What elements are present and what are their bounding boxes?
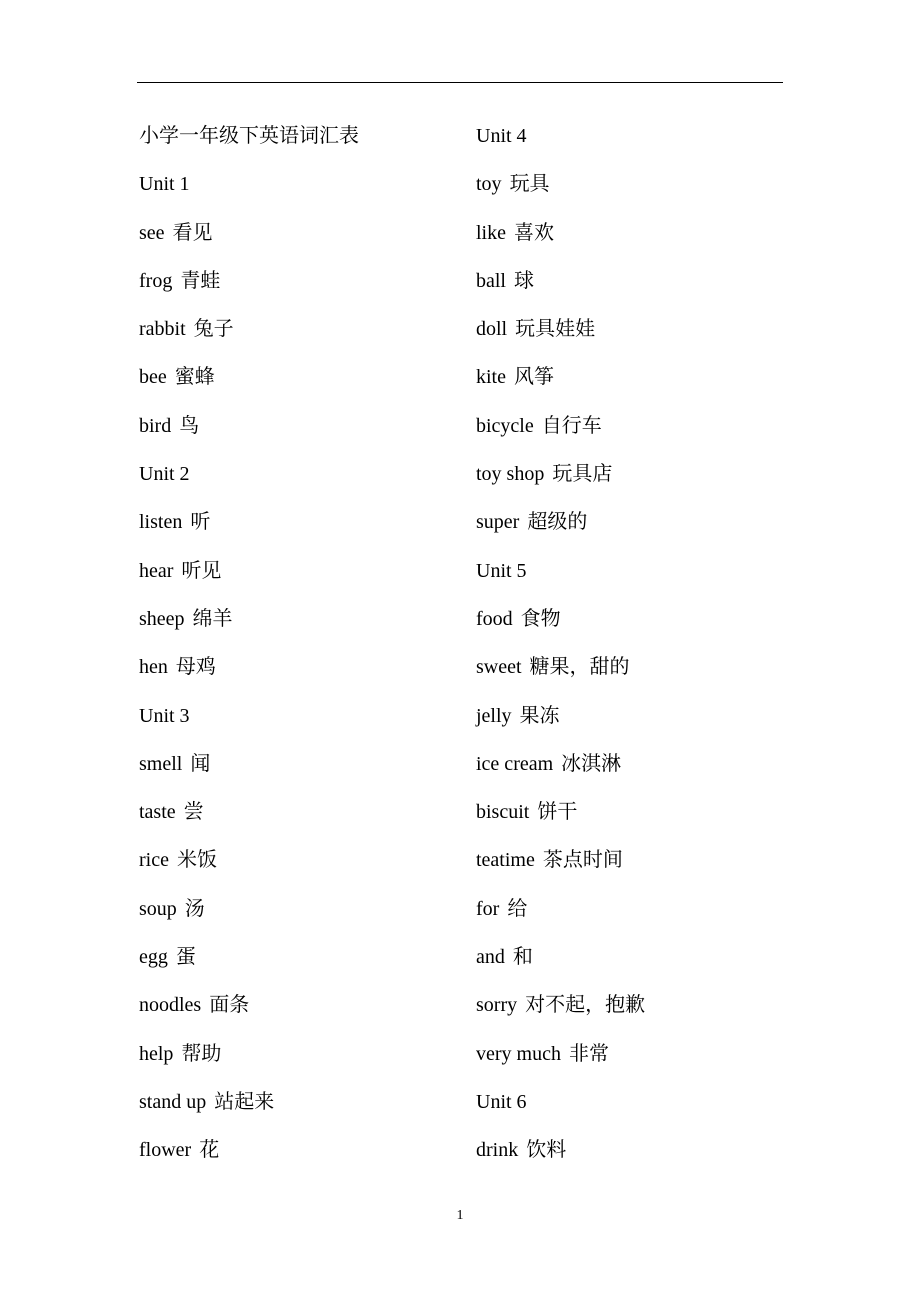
chinese-meaning: 给 [507,897,528,920]
vocabulary-entry [476,792,786,840]
vocabulary-entry [476,647,786,695]
chinese-meaning: 闻 [190,752,211,775]
vocabulary-entry [139,551,469,599]
vocabulary-entry [139,647,469,695]
english-word: sorry [476,994,518,1017]
chinese-meaning: 花 [199,1139,220,1162]
vocabulary-entry [139,985,469,1033]
unit-heading: Unit 3 [139,704,190,727]
chinese-meaning: 兔子 [193,318,234,341]
chinese-meaning: 非常 [568,1042,609,1065]
english-word: toy shop [476,463,545,486]
vocabulary-entry [476,454,786,502]
chinese-meaning: 蜜蜂 [174,366,215,389]
english-word: bicycle [476,414,534,437]
english-word: sheep [139,607,185,630]
vocabulary-entry [139,599,469,647]
english-word: see [139,221,165,244]
chinese-meaning: 站起来 [214,1090,275,1113]
english-word: kite [476,366,506,389]
chinese-meaning: 食物 [520,607,561,630]
chinese-meaning: 饮料 [526,1139,567,1162]
vocabulary-entry [139,1034,469,1082]
english-word: stand up [139,1090,207,1113]
english-word: flower [139,1139,192,1162]
chinese-meaning: 帮助 [181,1042,222,1065]
vocabulary-entry [476,744,786,792]
chinese-meaning: 和 [512,946,533,969]
vocabulary-entry [139,1082,469,1130]
vocabulary-entry [476,164,786,212]
english-word: biscuit [476,801,530,824]
vocabulary-entry [476,261,786,309]
chinese-meaning: 冰淇淋 [561,752,622,775]
vocabulary-entry [139,1130,469,1178]
vocabulary-entry [476,357,786,405]
chinese-meaning: 饼干 [537,801,578,824]
english-word: rabbit [139,318,186,341]
english-word: soup [139,897,177,920]
chinese-meaning: 绵羊 [192,607,233,630]
vocabulary-entry [476,696,786,744]
chinese-meaning: 超级的 [527,511,588,534]
chinese-meaning: 玩具店 [552,463,613,486]
chinese-meaning: 青蛙 [180,269,221,292]
chinese-meaning: 玩具 [509,173,550,196]
english-word: like [476,221,506,244]
vocabulary-entry [476,840,786,888]
unit-heading: Unit 1 [139,173,190,196]
english-word: help [139,1042,174,1065]
page-number: 1 [456,1208,464,1223]
vocabulary-entry [476,1034,786,1082]
chinese-meaning: 蛋 [175,946,196,969]
chinese-meaning: 汤 [184,897,205,920]
chinese-meaning: 看见 [172,221,213,244]
english-word: hear [139,559,174,582]
chinese-meaning: 听见 [181,559,222,582]
chinese-meaning: 米饭 [176,849,217,872]
english-word: egg [139,946,168,969]
vocabulary-entry [139,357,469,405]
header-rule [137,82,783,83]
vocabulary-right-column [476,116,786,1179]
chinese-meaning: 母鸡 [175,656,216,679]
vocabulary-entry [139,840,469,888]
vocabulary-entry [476,309,786,357]
english-word: teatime [476,849,535,872]
english-word: toy [476,173,502,196]
chinese-meaning: 茶点时间 [542,849,623,872]
english-word: very much [476,1042,561,1065]
unit-heading: Unit 5 [476,559,527,582]
english-word: doll [476,318,508,341]
chinese-meaning: 面条 [209,994,250,1017]
vocabulary-entry [476,889,786,937]
vocabulary-entry [476,213,786,261]
english-word: jelly [476,704,512,727]
english-word: sweet [476,656,522,679]
vocabulary-entry [139,792,469,840]
vocabulary-entry [476,985,786,1033]
english-word: food [476,607,513,630]
english-word: for [476,897,500,920]
chinese-meaning: 球 [514,269,534,292]
english-word: noodles [139,994,202,1017]
english-word: taste [139,801,176,824]
vocabulary-entry [139,261,469,309]
chinese-meaning: 尝 [183,801,204,824]
english-word: super [476,511,520,534]
unit-heading: Unit 4 [476,125,527,147]
vocabulary-entry [476,406,786,454]
english-word: listen [139,511,183,534]
vocabulary-entry [476,502,786,550]
vocabulary-entry [139,309,469,357]
vocabulary-entry [139,502,469,550]
vocabulary-entry [476,599,786,647]
english-word: ball [476,269,506,292]
vocabulary-entry [476,1130,786,1178]
english-word: bee [139,366,167,389]
unit-heading: Unit 6 [476,1090,527,1113]
chinese-meaning: 喜欢 [514,221,554,244]
english-word: and [476,946,505,969]
english-word: drink [476,1139,519,1162]
document-title [139,116,469,164]
chinese-meaning: 对不起，抱歉 [525,994,646,1017]
english-word: smell [139,752,183,775]
english-word: rice [139,849,169,872]
chinese-meaning: 自行车 [541,414,602,437]
vocabulary-entry [139,213,469,261]
chinese-meaning: 玩具娃娃 [515,318,596,341]
page-title: 小学一年级下英语词汇表 [139,125,359,147]
vocabulary-entry [139,406,469,454]
unit-heading: Unit 2 [139,463,190,486]
chinese-meaning: 听 [190,511,211,534]
vocabulary-entry [139,889,469,937]
chinese-meaning: 糖果，甜的 [529,656,630,679]
vocabulary-entry [476,937,786,985]
english-word: frog [139,269,173,292]
english-word: bird [139,414,172,437]
vocabulary-left-column [139,116,469,1179]
chinese-meaning: 鸟 [179,414,200,437]
english-word: hen [139,656,168,679]
english-word: ice cream [476,752,554,775]
chinese-meaning: 风筝 [514,366,554,389]
vocabulary-entry [139,744,469,792]
vocabulary-entry [139,937,469,985]
chinese-meaning: 果冻 [519,704,560,727]
